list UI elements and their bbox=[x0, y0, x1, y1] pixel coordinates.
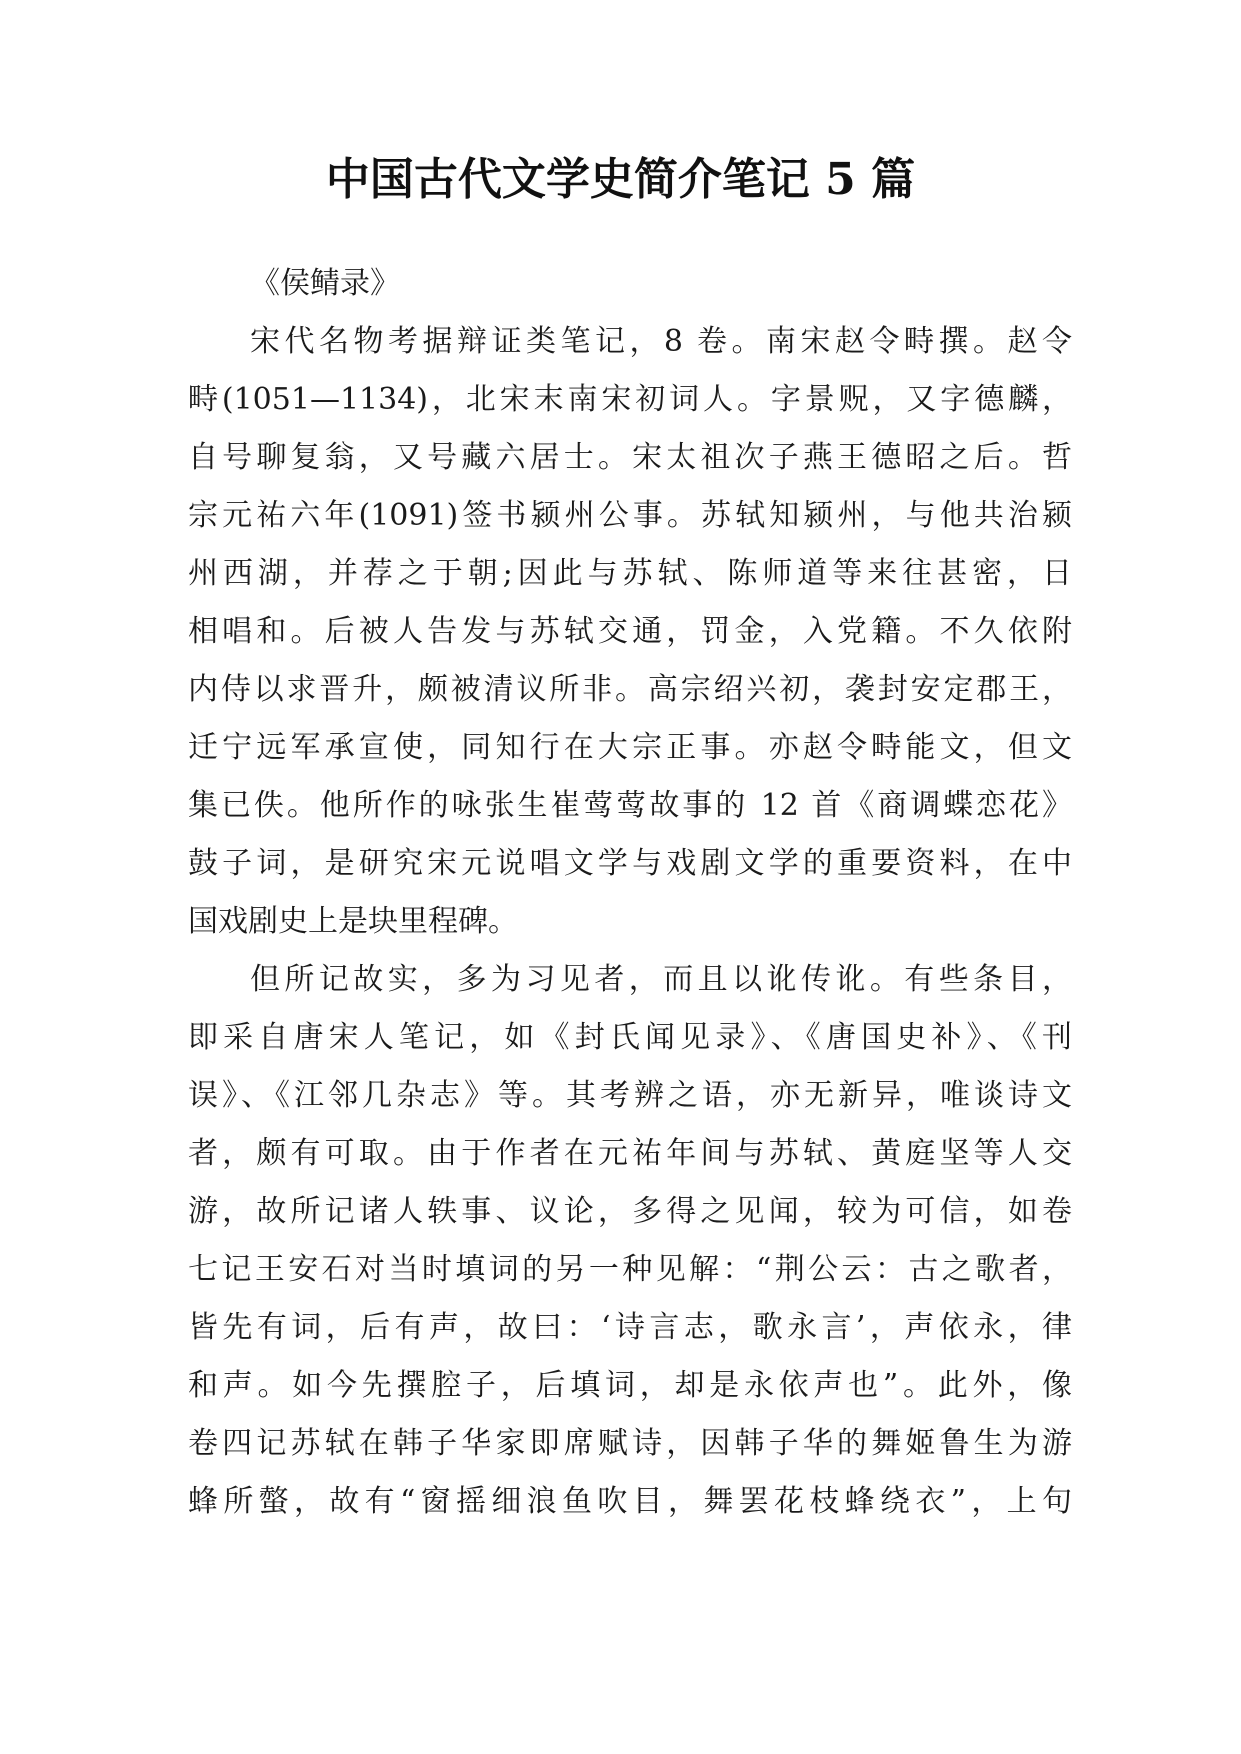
paragraph-line: 宗元祐六年(1091)签书颍州公事。苏轼知颍州，与他共治颍 bbox=[188, 498, 1072, 533]
paragraph-1 bbox=[188, 313, 1072, 951]
section-heading: 《侯鲭录》 bbox=[250, 266, 400, 301]
paragraph-line: 七记王安石对当时填词的另一种见解：“荆公云：古之歌者， bbox=[188, 1252, 1072, 1287]
paragraph-line: 即采自唐宋人笔记，如《封氏闻见录》、《唐国史补》、《刊 bbox=[188, 1020, 1072, 1055]
paragraph-line: 和声。如今先撰腔子，后填词，却是永依声也”。此外，像 bbox=[188, 1368, 1072, 1403]
paragraph-line: 自号聊复翁，又号藏六居士。宋太祖次子燕王德昭之后。哲 bbox=[188, 440, 1072, 475]
paragraph-line: 州西湖，并荐之于朝;因此与苏轼、陈师道等来往甚密，日 bbox=[188, 556, 1072, 591]
paragraph-line: 误》、《江邻几杂志》等。其考辨之语，亦无新异，唯谈诗文 bbox=[188, 1078, 1072, 1113]
paragraph-line: 迁宁远军承宣使，同知行在大宗正事。亦赵令畤能文，但文 bbox=[188, 730, 1072, 765]
paragraph-line: 集已佚。他所作的咏张生崔莺莺故事的 12 首《商调蝶恋花》 bbox=[188, 788, 1072, 823]
paragraph-line: 游，故所记诸人轶事、议论，多得之见闻，较为可信，如卷 bbox=[188, 1194, 1072, 1229]
paragraph-line: 蜂所螫，故有“窗摇细浪鱼吹目，舞罢花枝蜂绕衣”，上句 bbox=[188, 1484, 1072, 1519]
paragraph-line: 皆先有词，后有声，故曰：‘诗言志，歌永言’，声依永，律 bbox=[188, 1310, 1072, 1345]
paragraph-line: 但所记故实，多为习见者，而且以讹传讹。有些条目， bbox=[250, 962, 1072, 997]
paragraph-2 bbox=[188, 951, 1072, 1531]
paragraph-line: 内侍以求晋升，颇被清议所非。高宗绍兴初，袭封安定郡王， bbox=[188, 672, 1072, 707]
paragraph-line: 宋代名物考据辩证类笔记，8 卷。南宋赵令畤撰。赵令 bbox=[250, 324, 1072, 359]
paragraph-line: 畤(1051—1134)，北宋末南宋初词人。字景贶，又字德麟， bbox=[188, 382, 1072, 417]
document-body bbox=[188, 255, 1072, 1531]
paragraph-line: 卷四记苏轼在韩子华家即席赋诗，因韩子华的舞姬鲁生为游 bbox=[188, 1426, 1072, 1461]
paragraph-line: 相唱和。后被人告发与苏轼交通，罚金，入党籍。不久依附 bbox=[188, 614, 1072, 649]
paragraph-line: 鼓子词，是研究宋元说唱文学与戏剧文学的重要资料，在中 bbox=[188, 846, 1072, 881]
paragraph-line: 国戏剧史上是块里程碑。 bbox=[188, 904, 518, 939]
document-title: 中国古代文学史简介笔记 5 篇 bbox=[325, 154, 916, 205]
paragraph-line: 者，颇有可取。由于作者在元祐年间与苏轼、黄庭坚等人交 bbox=[188, 1136, 1072, 1171]
